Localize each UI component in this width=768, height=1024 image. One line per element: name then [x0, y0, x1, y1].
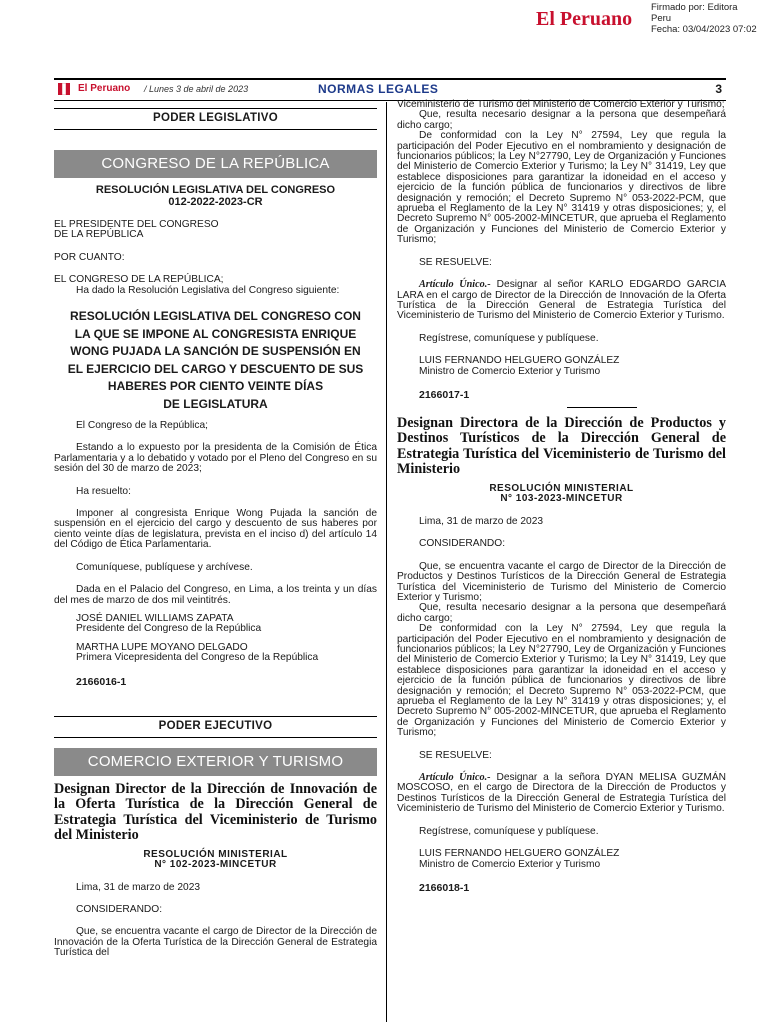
- resmin-line: RESOLUCIÓN MINISTERIAL: [143, 848, 288, 860]
- paragraph: Ha resuelto:: [76, 485, 131, 497]
- presidente-line: EL PRESIDENTE DEL CONGRESO: [54, 219, 219, 230]
- date-line: Lima, 31 de marzo de 2023: [419, 515, 544, 527]
- left-column: [54, 102, 377, 959]
- considerando: CONSIDERANDO:: [419, 538, 506, 550]
- header-section: NORMAS LEGALES: [318, 82, 439, 96]
- paragraph: Que, se encuentra vacante el cargo de Director de la Dirección de Innovación de la Oferta Turística de la Dirección General de Estrategia Turística del: [54, 926, 377, 959]
- headline: Designan Director de la Dirección de Innovación de la Oferta Turística de la Dirección General de Estrategia Turística del Viceministerio de Turismo del Ministerio: [54, 780, 377, 844]
- articulo-text: Designar a la señora DYAN MELISA GUZMÁN MOSCOSO, en el cargo de Directora de la Dirección de Productos y Destinos Turísticos de la Dirección General de Estrategia Turística del Viceministerio de Turismo del Ministerio de Comercio Exterior y Turismo.: [397, 772, 726, 815]
- articulo-text: Designar al señor KARLO EDGARDO GARCIA LARA en el cargo de Director de la Dirección de Innovación de la Oferta Turística de la Dirección General de Estrategia Turística del Viceministerio de Turismo del Ministerio de Comercio Exterior y Turismo.: [397, 279, 726, 322]
- page-number: 3: [715, 82, 722, 96]
- ha-dado: Ha dado la Resolución Legislativa del Congreso siguiente:: [76, 284, 340, 296]
- header-date: / Lunes 3 de abril de 2023: [144, 84, 249, 94]
- articulo: [397, 773, 726, 815]
- signer-name: MARTHA LUPE MOYANO DELGADO: [76, 641, 248, 653]
- resolucion-title: [54, 184, 377, 208]
- big-title-line: WONG PUJADA LA SANCIÓN DE SUSPENSIÓN EN: [70, 344, 361, 359]
- big-title-line: RESOLUCIÓN LEGISLATIVA DEL CONGRESO CON: [70, 309, 361, 324]
- signer-role: Ministro de Comercio Exterior y Turismo: [419, 858, 601, 870]
- paragraph: Comuníquese, publíquese y archívese.: [76, 561, 253, 573]
- signer-role: Primera Vicepresidenta del Congreso de la República: [76, 652, 319, 664]
- articulo-label: Artículo Único.-: [419, 279, 491, 291]
- congreso-band: CONGRESO DE LA REPÚBLICA: [54, 150, 377, 178]
- paragraph: El Congreso de la República;: [76, 420, 208, 432]
- resmin-line: N° 103-2023-MINCETUR: [500, 493, 623, 505]
- considerando: CONSIDERANDO:: [76, 903, 163, 915]
- big-title-line: DE LEGISLATURA: [163, 396, 268, 411]
- paragraph: Viceministerio de Turismo del Ministerio de Comercio Exterior y Turismo;: [397, 99, 725, 110]
- comercio-band: COMERCIO EXTERIOR Y TURISMO: [54, 748, 377, 776]
- resolucion-ministerial: [397, 484, 726, 505]
- paragraph: De conformidad con la Ley N° 27594, Ley que regula la participación del Poder Ejecutivo en el nombramiento y designación de funcionarios públicos; la Ley N°27790, Ley de Organización y Funciones del Ministerio de Comercio Exterior y Turismo; la Ley N° 31419, Ley que establece disposiciones para garantizar la idoneidad en el acceso y ejercicio de la función pública de funcionarios y directivos de libre designación y remoción; el Decreto Supremo N° 053-2022-PCM, que aprueba el Reglamento de la Ley N° 31419 y otras disposiciones; y, el Decreto Supremo N° 005-2002-MINCETUR, que aprueba el Reglamento de Organización y Funciones del Ministerio de Comercio Exterior y Turismo;: [397, 623, 726, 739]
- document-code: 2166018-1: [419, 881, 470, 894]
- resolucion-title-line: 012-2022-2023-CR: [168, 196, 263, 208]
- date-line: Lima, 31 de marzo de 2023: [76, 881, 201, 893]
- peru-emblem-icon: [58, 83, 70, 95]
- page-header: [54, 78, 726, 101]
- signature-area: [0, 0, 768, 78]
- articulo-label: Artículo Único.-: [419, 772, 491, 784]
- por-cuanto: POR CUANTO:: [54, 251, 125, 263]
- resmin-line: RESOLUCIÓN MINISTERIAL: [489, 482, 634, 494]
- se-resuelve: SE RESUELVE:: [419, 749, 492, 761]
- paragraph: Dada en el Palacio del Congreso, en Lima, a los treinta y un días del mes de marzo de dos mil veintitrés.: [54, 584, 377, 606]
- resmin-line: N° 102-2023-MINCETUR: [154, 859, 277, 871]
- big-title-line: EL EJERCICIO DEL CARGO Y DESCUENTO DE SUS: [67, 361, 364, 376]
- congreso-line: EL CONGRESO DE LA REPÚBLICA;: [54, 274, 224, 286]
- right-column: [397, 100, 726, 894]
- poder-ejecutivo-bar: PODER EJECUTIVO: [54, 716, 377, 738]
- registrese: Regístrese, comuníquese y publíquese.: [419, 825, 599, 837]
- signer-role: Presidente del Congreso de la República: [76, 623, 262, 635]
- big-title-line: LA QUE SE IMPONE AL CONGRESISTA ENRIQUE: [74, 326, 357, 341]
- resolucion-title-line: RESOLUCIÓN LEGISLATIVA DEL CONGRESO: [95, 184, 336, 196]
- signer-name: JOSÉ DANIEL WILLIAMS ZAPATA: [76, 612, 234, 624]
- signer-role: Ministro de Comercio Exterior y Turismo: [419, 365, 601, 377]
- paragraph: De conformidad con la Ley N° 27594, Ley que regula la participación del Poder Ejecutivo en el nombramiento y designación de funcionarios públicos; la Ley N°27790, Ley de Organización y Funciones del Ministerio de Comercio Exterior y Turismo; la Ley N° 31419, Ley que establece disposiciones para garantizar la idoneidad en el acceso y ejercicio de la función pública de funcionarios y directivos de libre designación y remoción; el Decreto Supremo N° 053-2022-PCM, que aprueba el Reglamento de la Ley N° 31419 y otras disposiciones; y, el Decreto Supremo N° 005-2002-MINCETUR, que aprueba el Reglamento de Organización y Funciones del Ministerio de Comercio Exterior y Turismo;: [397, 130, 726, 246]
- headline: Designan Directora de la Dirección de Productos y Destinos Turísticos de la Dirección General de Estrategia Turística del Viceministerio de Turismo del Ministerio: [397, 414, 726, 478]
- digital-signature: [651, 2, 757, 35]
- signed-date: Fecha: 03/04/2023 07:02: [651, 24, 757, 35]
- paragraph: Imponer al congresista Enrique Wong Pujada la sanción de suspensión en el ejercicio del cargo y descuento de sus haberes por ciento veinte días de legislatura, prevista en el inciso d) del artículo 14 del Código de Ética Parlamentaria.: [54, 508, 377, 551]
- se-resuelve: SE RESUELVE:: [419, 256, 492, 268]
- signer-name: LUIS FERNANDO HELGUERO GONZÁLEZ: [419, 355, 620, 367]
- paragraph: Que, se encuentra vacante el cargo de Director de la Dirección de Productos y Destinos Turísticos de la Dirección General de Estrategia Turística del Viceministerio de Turismo del Ministerio de Comercio Exterior y Turismo;: [397, 560, 726, 603]
- column-divider: [386, 102, 387, 1022]
- big-title: [54, 308, 377, 413]
- resolucion-ministerial: [54, 850, 377, 871]
- document-code: 2166017-1: [419, 388, 470, 401]
- header-brand: El Peruano: [78, 83, 131, 94]
- el-peruano-logo: El Peruano: [536, 8, 633, 30]
- articulo: [397, 280, 726, 322]
- paragraph: Que, resulta necesario designar a la persona que desempeñará dicho cargo;: [397, 109, 726, 131]
- paragraph: Que, resulta necesario designar a la persona que desempeñará dicho cargo;: [397, 602, 726, 624]
- poder-legislativo-bar: PODER LEGISLATIVO: [54, 108, 377, 130]
- document-code: 2166016-1: [76, 675, 127, 688]
- big-title-line: HABERES POR CIENTO VEINTE DÍAS: [107, 379, 324, 394]
- registrese: Regístrese, comuníquese y publíquese.: [419, 332, 599, 344]
- signed-by: Firmado por: Editora: [651, 2, 738, 13]
- presidente-line: DE LA REPÚBLICA: [54, 229, 144, 241]
- signed-country: Peru: [651, 13, 672, 24]
- signer-name: LUIS FERNANDO HELGUERO GONZÁLEZ: [419, 848, 620, 860]
- paragraph: Estando a lo expuesto por la presidenta de la Comisión de Ética Parlamentaria y a lo debatido y votado por el Pleno del Congreso en su sesión del 30 de marzo de 2023;: [54, 442, 377, 475]
